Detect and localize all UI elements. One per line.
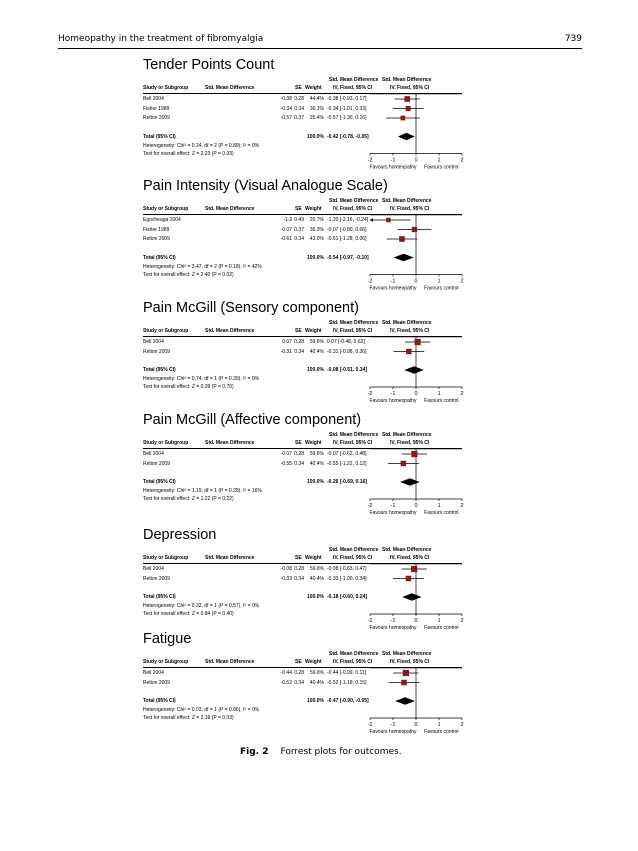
study-weight: 59.6%	[309, 566, 324, 572]
forest-plot-svg	[355, 449, 477, 530]
header-smd: Std. Mean Difference	[205, 440, 255, 446]
study-name: Bell 2004	[143, 339, 164, 345]
forest-plot-panel	[143, 631, 493, 746]
header-se: SE	[295, 206, 302, 212]
header-study: Study or Subgroup	[143, 206, 189, 212]
x-tick-label: 1	[437, 157, 441, 164]
favours-control-label: Favours control	[424, 625, 459, 631]
header-ci: IV, Fixed, 95% CI	[333, 555, 373, 561]
favours-homeopathy-label: Favours homeopathy	[369, 285, 417, 292]
running-head	[58, 34, 582, 49]
page-number: 739	[564, 34, 582, 44]
study-ci: -0.52 [-1.19, 0.15]	[327, 679, 367, 686]
x-tick-label: -1	[390, 503, 396, 509]
study-weight: 36.3%	[309, 226, 324, 233]
x-tick-label: 0	[414, 618, 418, 624]
header-smd-top: Std. Mean Difference	[329, 651, 379, 657]
forest-plot-panel	[143, 412, 493, 527]
header-smd-top-plot: Std. Mean Difference	[382, 432, 432, 438]
header-study: Study or Subgroup	[143, 659, 189, 665]
study-weight: 43.0%	[309, 236, 324, 242]
study-row	[143, 106, 370, 116]
x-tick-label: -1	[390, 278, 396, 285]
study-smd: 0.07	[282, 339, 292, 345]
header-smd-top: Std. Mean Difference	[329, 198, 379, 204]
study-ci: -0.33 [-1.00, 0.34]	[327, 575, 367, 582]
total-ci: -0.08 [-0.51, 0.34]	[327, 367, 368, 373]
x-tick-label: 2	[460, 391, 464, 397]
pooled-diamond	[404, 366, 424, 374]
total-ci: -0.18 [-0.60, 0.24]	[327, 594, 368, 600]
study-se: 0.34	[294, 348, 304, 355]
header-weight: Weight	[305, 659, 322, 665]
forest-table	[143, 77, 493, 172]
header-smd-top: Std. Mean Difference	[329, 320, 379, 326]
total-label: Total (95% CI)	[143, 254, 176, 261]
forest-plot-svg	[355, 215, 477, 306]
x-tick-label: -1	[390, 618, 396, 624]
study-smd: -0.38	[280, 96, 292, 102]
pooled-diamond	[400, 478, 420, 486]
study-se: 0.37	[294, 226, 304, 233]
x-tick-label: 1	[437, 278, 441, 285]
header-study: Study or Subgroup	[143, 555, 189, 561]
favours-control-label: Favours control	[424, 285, 459, 292]
study-ci: -0.31 [-0.98, 0.36]	[327, 348, 367, 355]
x-tick-label: -1	[390, 391, 396, 397]
study-se: 0.34	[294, 679, 304, 686]
study-marker	[401, 116, 406, 121]
study-ci: -0.44 [-0.99, 0.11]	[327, 670, 367, 676]
header-smd-top-plot: Std. Mean Difference	[382, 320, 432, 326]
header-ci: IV, Fixed, 95% CI	[333, 206, 373, 212]
header-smd: Std. Mean Difference	[205, 85, 255, 91]
study-se: 0.34	[294, 236, 304, 242]
study-name: Relton 2009	[143, 575, 170, 582]
study-marker	[406, 106, 411, 111]
header-se: SE	[295, 659, 302, 665]
favours-homeopathy-label: Favours homeopathy	[369, 510, 417, 516]
favours-control-label: Favours control	[424, 398, 459, 404]
study-marker	[401, 461, 406, 466]
study-row	[143, 461, 370, 471]
forest-plot-panel	[143, 300, 493, 415]
total-weight: 100.0%	[307, 133, 324, 140]
study-marker	[406, 349, 411, 354]
header-smd-top: Std. Mean Difference	[329, 547, 379, 553]
x-tick-label: 1	[437, 391, 441, 397]
pooled-diamond	[402, 593, 421, 601]
ci-arrow	[370, 218, 373, 222]
study-se: 0.34	[294, 460, 304, 467]
study-weight: 40.4%	[309, 348, 324, 355]
study-weight: 44.4%	[309, 96, 324, 102]
header-smd: Std. Mean Difference	[205, 206, 255, 212]
study-marker	[412, 227, 417, 232]
study-name: Bell 2004	[143, 96, 164, 102]
x-tick-label: -1	[390, 157, 396, 164]
x-tick-label: 2	[460, 618, 464, 624]
total-weight: 100.0%	[307, 698, 324, 704]
study-se: 0.28	[294, 670, 304, 676]
forest-table	[143, 320, 493, 415]
header-weight: Weight	[305, 555, 322, 561]
figure-caption	[240, 747, 402, 757]
study-ci: 0.07 [-0.48, 0.62]	[327, 339, 365, 345]
x-tick-label: 0	[414, 157, 418, 164]
study-smd: -0.57	[280, 115, 292, 121]
overall-effect-text: Test for overall effect: Z = 2.23 (P = 0.03)	[143, 150, 234, 157]
header-smd-top: Std. Mean Difference	[329, 432, 379, 438]
study-row	[143, 451, 370, 461]
favours-homeopathy-label: Favours homeopathy	[369, 398, 417, 404]
study-row	[143, 227, 370, 237]
forest-plot-svg	[355, 668, 477, 749]
pooled-diamond	[398, 133, 415, 141]
figure-caption-label: Fig. 2	[240, 747, 269, 757]
study-se: 0.34	[294, 105, 304, 112]
header-ci: IV, Fixed, 95% CI	[333, 440, 373, 446]
overall-effect-text: Test for overall effect: Z = 0.84 (P = 0.40)	[143, 611, 234, 617]
study-row	[143, 576, 370, 586]
study-smd: -0.08	[280, 566, 292, 572]
x-tick-label: -2	[367, 722, 373, 728]
study-ci: -0.57 [-1.30, 0.16]	[327, 115, 367, 121]
study-smd: -0.07	[280, 451, 292, 457]
total-weight: 100.0%	[307, 594, 324, 600]
study-weight: 59.6%	[309, 339, 324, 345]
x-tick-label: -2	[367, 278, 373, 285]
header-ci-plot: IV, Fixed, 95% CI	[390, 328, 430, 334]
header-ci-plot: IV, Fixed, 95% CI	[390, 440, 430, 446]
header-weight: Weight	[305, 206, 322, 212]
total-ci: -0.47 [-0.90, -0.05]	[327, 698, 369, 704]
pooled-diamond	[394, 254, 414, 262]
study-ci: -0.38 [-0.93, 0.17]	[327, 96, 367, 102]
header-weight: Weight	[305, 328, 322, 334]
study-weight: 59.6%	[309, 451, 324, 457]
study-ci: -0.55 [-1.22, 0.12]	[327, 460, 367, 467]
header-study: Study or Subgroup	[143, 328, 189, 334]
header-se: SE	[295, 440, 302, 446]
total-weight: 100.0%	[307, 254, 324, 261]
header-smd-top: Std. Mean Difference	[329, 77, 379, 83]
header-ci: IV, Fixed, 95% CI	[333, 328, 373, 334]
header-ci: IV, Fixed, 95% CI	[333, 659, 373, 665]
x-tick-label: 0	[414, 278, 418, 285]
x-tick-label: 0	[414, 503, 418, 509]
total-label: Total (95% CI)	[143, 698, 176, 704]
study-row	[143, 96, 370, 106]
study-se: 0.34	[294, 575, 304, 582]
header-se: SE	[295, 328, 302, 334]
study-weight: 25.4%	[309, 115, 324, 121]
overall-effect-text: Test for overall effect: Z = 2.40 (P = 0.02)	[143, 271, 234, 278]
x-tick-label: 2	[460, 503, 464, 509]
study-row	[143, 217, 370, 227]
study-row	[143, 680, 370, 690]
header-smd-top-plot: Std. Mean Difference	[382, 198, 432, 204]
study-marker	[414, 339, 420, 345]
header-ci-plot: IV, Fixed, 95% CI	[390, 206, 430, 212]
x-tick-label: 2	[460, 278, 464, 285]
study-name: Relton 2009	[143, 460, 170, 467]
header-se: SE	[295, 85, 302, 91]
study-ci: -1.20 [-2.16, -0.24]	[327, 217, 369, 223]
x-tick-label: 1	[437, 618, 441, 624]
x-tick-label: 1	[437, 722, 441, 728]
forest-plot-svg	[355, 337, 477, 418]
heterogeneity-text: Heterogeneity: Chi² = 0.24, df = 2 (P = 0.89); I² = 0%	[143, 142, 260, 149]
header-ci-plot: IV, Fixed, 95% CI	[390, 659, 430, 665]
study-name: Relton 2009	[143, 236, 170, 242]
study-name: Bell 2004	[143, 451, 164, 457]
total-weight: 100.0%	[307, 367, 324, 373]
study-se: 0.28	[294, 566, 304, 572]
forest-table	[143, 432, 493, 527]
study-smd: -0.52	[280, 679, 292, 686]
x-tick-label: 2	[460, 722, 464, 728]
x-tick-label: 1	[437, 503, 441, 509]
header-smd: Std. Mean Difference	[205, 555, 255, 561]
study-marker	[399, 236, 405, 242]
study-smd: -0.44	[280, 670, 292, 676]
study-weight: 59.6%	[309, 670, 324, 676]
total-ci: -0.26 [-0.69, 0.16]	[327, 479, 368, 485]
header-smd-top-plot: Std. Mean Difference	[382, 77, 432, 83]
panel-title: Pain McGill (Sensory component)	[143, 300, 359, 316]
study-marker	[401, 680, 406, 685]
panel-title: Tender Points Count	[143, 57, 275, 73]
forest-plot-panel	[143, 527, 493, 642]
forest-plot-panel	[143, 57, 493, 172]
study-marker	[403, 670, 409, 676]
study-se: 0.37	[294, 115, 304, 121]
x-tick-label: 2	[460, 157, 464, 164]
total-label: Total (95% CI)	[143, 594, 176, 600]
study-weight: 40.4%	[309, 460, 324, 467]
study-weight: 30.1%	[309, 105, 324, 112]
total-ci: -0.42 [-0.78, -0.05]	[327, 133, 369, 140]
study-smd: -0.31	[280, 348, 292, 355]
study-ci: -0.07 [-0.62, 0.48]	[327, 451, 367, 457]
favours-control-label: Favours control	[424, 510, 459, 516]
study-weight: 20.7%	[309, 217, 324, 223]
x-tick-label: 0	[414, 391, 418, 397]
study-marker	[411, 451, 417, 457]
study-row	[143, 339, 370, 349]
x-tick-label: -2	[367, 391, 373, 397]
header-ci-plot: IV, Fixed, 95% CI	[390, 85, 430, 91]
favours-homeopathy-label: Favours homeopathy	[369, 729, 417, 735]
study-name: Relton 2009	[143, 115, 170, 121]
x-tick-label: -2	[367, 618, 373, 624]
heterogeneity-text: Heterogeneity: Chi² = 0.74, df = 1 (P = 0.39); I² = 0%	[143, 376, 260, 382]
study-smd: -0.34	[280, 105, 292, 112]
header-weight: Weight	[305, 85, 322, 91]
study-row	[143, 566, 370, 576]
study-weight: 40.4%	[309, 575, 324, 582]
favours-control-label: Favours control	[424, 164, 459, 171]
x-tick-label: -2	[367, 503, 373, 509]
study-smd: -0.55	[280, 460, 292, 467]
study-ci: -0.34 [-1.01, 0.33]	[327, 105, 367, 112]
study-row	[143, 115, 370, 125]
panel-title: Fatigue	[143, 631, 192, 647]
study-row	[143, 236, 370, 246]
total-weight: 100.0%	[307, 479, 324, 485]
study-row	[143, 670, 370, 680]
panel-title: Pain Intensity (Visual Analogue Scale)	[143, 178, 388, 194]
study-se: 0.28	[294, 339, 304, 345]
forest-plot-panel	[143, 178, 493, 293]
study-name: Egocheaga 2004	[143, 217, 181, 223]
overall-effect-text: Test for overall effect: Z = 1.22 (P = 0.22)	[143, 496, 234, 502]
study-se: 0.28	[294, 451, 304, 457]
x-tick-label: -2	[367, 157, 373, 164]
study-name: Fisher 1989	[143, 226, 170, 233]
study-ci: -0.08 [-0.63, 0.47]	[327, 566, 367, 572]
study-ci: -0.61 [-1.28, 0.06]	[327, 236, 367, 242]
forest-table	[143, 198, 493, 293]
overall-effect-text: Test for overall effect: Z = 0.39 (P = 0.70)	[143, 384, 234, 390]
header-smd: Std. Mean Difference	[205, 659, 255, 665]
study-se: 0.49	[294, 217, 304, 223]
study-name: Relton 2009	[143, 348, 170, 355]
study-se: 0.28	[294, 96, 304, 102]
header-smd-top-plot: Std. Mean Difference	[382, 651, 432, 657]
header-weight: Weight	[305, 440, 322, 446]
pooled-diamond	[395, 697, 415, 705]
header-smd-top-plot: Std. Mean Difference	[382, 547, 432, 553]
running-head-title: Homeopathy in the treatment of fibromyalgia	[58, 34, 264, 44]
header-study: Study or Subgroup	[143, 440, 189, 446]
study-name: Relton 2009	[143, 679, 170, 686]
panel-title: Pain McGill (Affective component)	[143, 412, 362, 428]
favours-homeopathy-label: Favours homeopathy	[369, 625, 417, 631]
forest-plot-svg	[355, 94, 477, 185]
figure-caption-text: Forrest plots for outcomes.	[280, 747, 402, 757]
total-label: Total (95% CI)	[143, 367, 176, 373]
study-marker	[404, 96, 410, 102]
heterogeneity-text: Heterogeneity: Chi² = 0.03, df = 1 (P = 0.86); I² = 0%	[143, 707, 260, 713]
study-ci: -0.07 [-0.80, 0.66]	[327, 226, 367, 233]
study-name: Bell 2004	[143, 566, 164, 572]
header-se: SE	[295, 555, 302, 561]
header-smd: Std. Mean Difference	[205, 328, 255, 334]
forest-table	[143, 547, 493, 642]
study-smd: -1.2	[283, 217, 292, 223]
study-marker	[406, 576, 411, 581]
study-smd: -0.61	[280, 236, 292, 242]
study-marker	[386, 218, 391, 223]
header-ci: IV, Fixed, 95% CI	[333, 85, 373, 91]
x-tick-label: -1	[390, 722, 396, 728]
header-study: Study or Subgroup	[143, 85, 189, 91]
total-label: Total (95% CI)	[143, 479, 176, 485]
overall-effect-text: Test for overall effect: Z = 2.19 (P = 0.03)	[143, 715, 234, 721]
favours-homeopathy-label: Favours homeopathy	[369, 164, 417, 171]
study-row	[143, 349, 370, 359]
study-name: Bell 2004	[143, 670, 164, 676]
x-tick-label: 0	[414, 722, 418, 728]
panel-title: Depression	[143, 527, 217, 543]
total-label: Total (95% CI)	[143, 133, 176, 140]
study-name: Fisher 1989	[143, 105, 170, 112]
study-smd: -0.07	[280, 226, 292, 233]
favours-control-label: Favours control	[424, 729, 459, 735]
heterogeneity-text: Heterogeneity: Chi² = 0.32, df = 1 (P = 0.57); I² = 0%	[143, 603, 260, 609]
study-smd: -0.33	[280, 575, 292, 582]
heterogeneity-text: Heterogeneity: Chi² = 1.19, df = 1 (P = 0.28); I² = 16%	[143, 488, 262, 494]
heterogeneity-text: Heterogeneity: Chi² = 3.47, df = 2 (P = 0.18); I² = 42%	[143, 263, 262, 270]
total-ci: -0.54 [-0.97, -0.10]	[327, 254, 369, 261]
study-marker	[411, 566, 417, 572]
study-weight: 40.4%	[309, 679, 324, 686]
header-ci-plot: IV, Fixed, 95% CI	[390, 555, 430, 561]
forest-table	[143, 651, 493, 746]
